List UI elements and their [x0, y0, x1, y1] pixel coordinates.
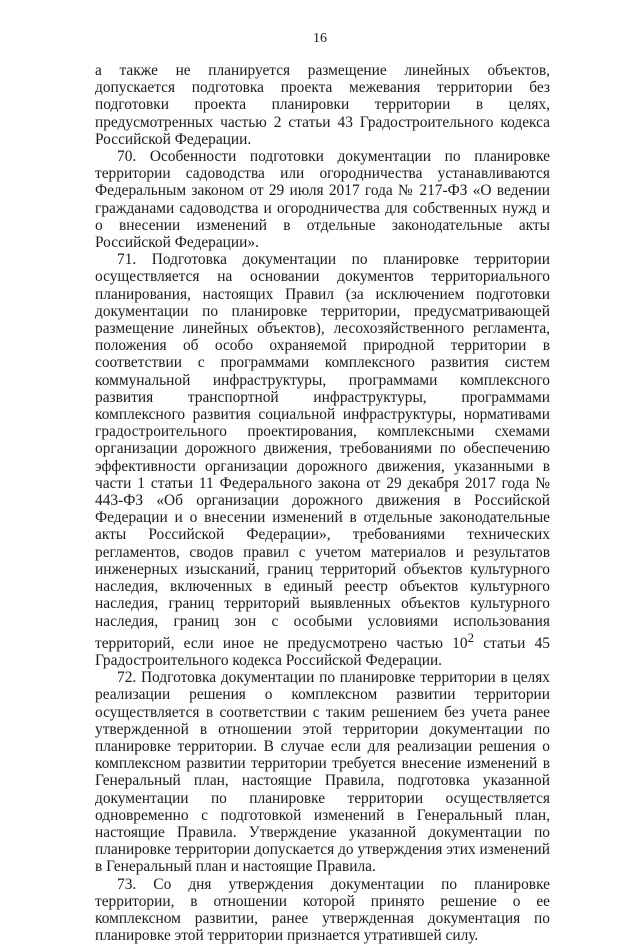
paragraph-71-text-end: статьи 45 Градостроительного кодекса Российской Федерации. — [95, 634, 550, 670]
paragraph-73: 73. Со дня утверждения документации по планировке территории, в отношении которой принято решение о ее комплексном развитии, ранее утвержденная документация по планировке этой территории признается утратившей силу. — [95, 875, 550, 944]
page-number: 16 — [313, 31, 327, 46]
paragraph-71-superscript: 2 — [467, 630, 474, 645]
document-body — [95, 62, 550, 944]
paragraph-72: 72. Подготовка документации по планировке территории в целях реализации решения о комплексном развитии территории осуществляется в соответствии с таким решением без учета ранее утвержденной в отношении этой территории документации по планировке территории. В случае если для реализации решения о комплексном развитии территории требуется внесение изменений в Генеральный план, настоящие Правила, подготовка указанной документации по планировке территории осуществляется одновременно с подготовкой изменений в Генеральный план, настоящие Правила. Утверждение указанной документации по планировке территории допускается до утверждения этих изменений в Генеральный план и настоящие Правила. — [95, 669, 550, 876]
paragraph-71 — [95, 251, 550, 669]
paragraph-continuation: а также не планируется размещение линейных объектов, допускается подготовка проекта межевания территории без подготовки проекта планировки территории в целях, предусмотренных частью 2 статьи 43 Градостроительного кодекса Российской Федерации. — [95, 62, 550, 148]
paragraph-71-text: 71. Подготовка документации по планировке территории осуществляется на основании документов территориального планирования, настоящих Правил (за исключением подготовки документации по планировке территории, предусматривающей размещение линейных объектов), лесохозяйственного регламента, положения об особо охраняемой природной территории в соответствии с программами комплексного развития систем коммунальной инфраструктуры, программами комплексного развития транспортной инфраструктуры, программами комплексного развития социальной инфраструктуры, нормативами градостроительного проектирования, комплексными схемами организации дорожного движения, требованиями по обеспечению эффективности организации дорожного движения, указанными в части 1 статьи 11 Федерального закона от 29 декабря 2017 года № 443-ФЗ «Об организации дорожного движения в Российской Федерации и о внесении изменений в отдельные законодательные акты Российской Федерации», требованиями технических регламентов, сводов правил с учетом материалов и результатов инженерных изысканий, границ территорий объектов культурного наследия, включенных в единый реестр объектов культурного наследия, границ территорий выявленных объектов культурного наследия, границ зон с особыми условиями использования территорий, если иное не предусмотрено частью 10 — [95, 251, 550, 652]
paragraph-70: 70. Особенности подготовки документации по планировке территории садоводства или огородничества устанавливаются Федеральным законом от 29 июля 2017 года № 217-ФЗ «О ведении гражданами садоводства и огородничества для собственных нужд и о внесении изменений в отдельные законодательные акты Российской Федерации». — [95, 148, 550, 252]
